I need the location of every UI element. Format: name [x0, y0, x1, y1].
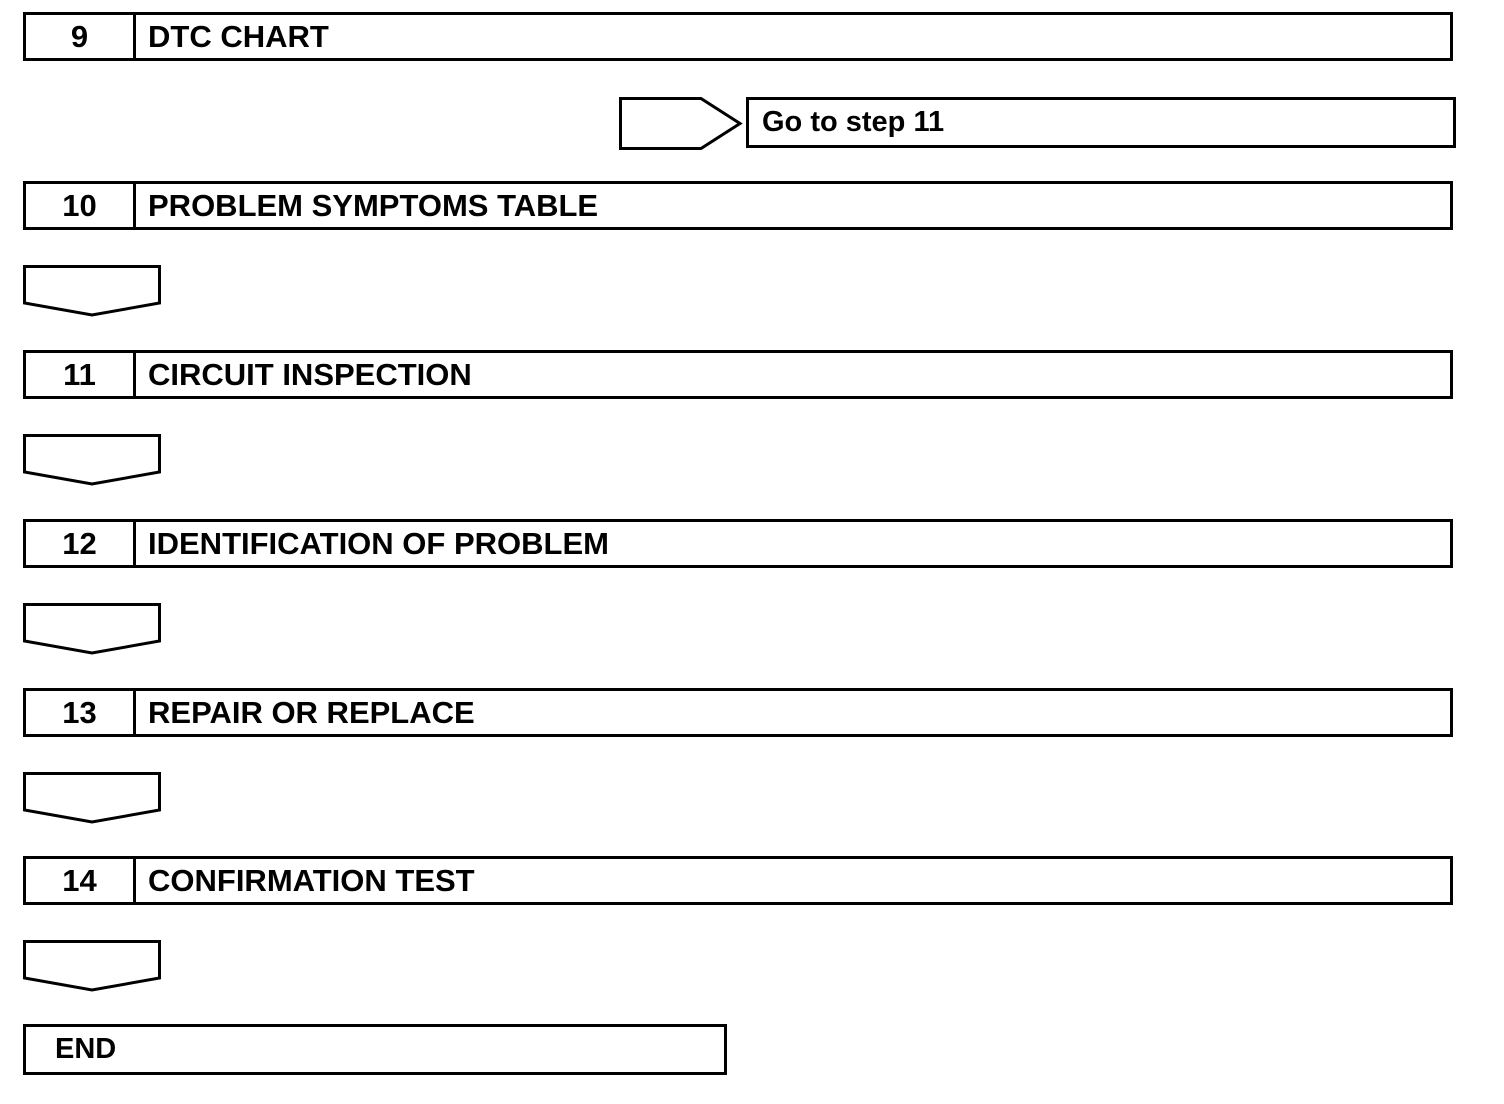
step-title: PROBLEM SYMPTOMS TABLE	[148, 187, 599, 223]
step-title: DTC CHART	[148, 18, 329, 54]
step-12-box	[23, 519, 1453, 568]
step-11-box	[23, 350, 1453, 399]
step-number: 10	[26, 184, 136, 227]
step-number: 12	[26, 522, 136, 565]
arrow-down-icon	[23, 265, 161, 317]
arrow-down-icon	[23, 434, 161, 486]
step-number: 14	[26, 859, 136, 902]
arrow-right-icon	[619, 97, 743, 150]
step-title: CIRCUIT INSPECTION	[148, 356, 472, 392]
go-to-step-box: Go to step 11	[746, 97, 1456, 148]
arrow-down-icon	[23, 940, 161, 992]
step-9-box	[23, 12, 1453, 61]
step-number: 11	[26, 353, 136, 396]
arrow-down-icon	[23, 772, 161, 824]
step-title: IDENTIFICATION OF PROBLEM	[148, 525, 609, 561]
step-title: CONFIRMATION TEST	[148, 862, 475, 898]
end-box: END	[23, 1024, 727, 1075]
step-number: 9	[26, 15, 136, 58]
step-number: 13	[26, 691, 136, 734]
arrow-down-icon	[23, 603, 161, 655]
step-10-box	[23, 181, 1453, 230]
step-title: REPAIR OR REPLACE	[148, 694, 475, 730]
step-14-box	[23, 856, 1453, 905]
step-13-box	[23, 688, 1453, 737]
